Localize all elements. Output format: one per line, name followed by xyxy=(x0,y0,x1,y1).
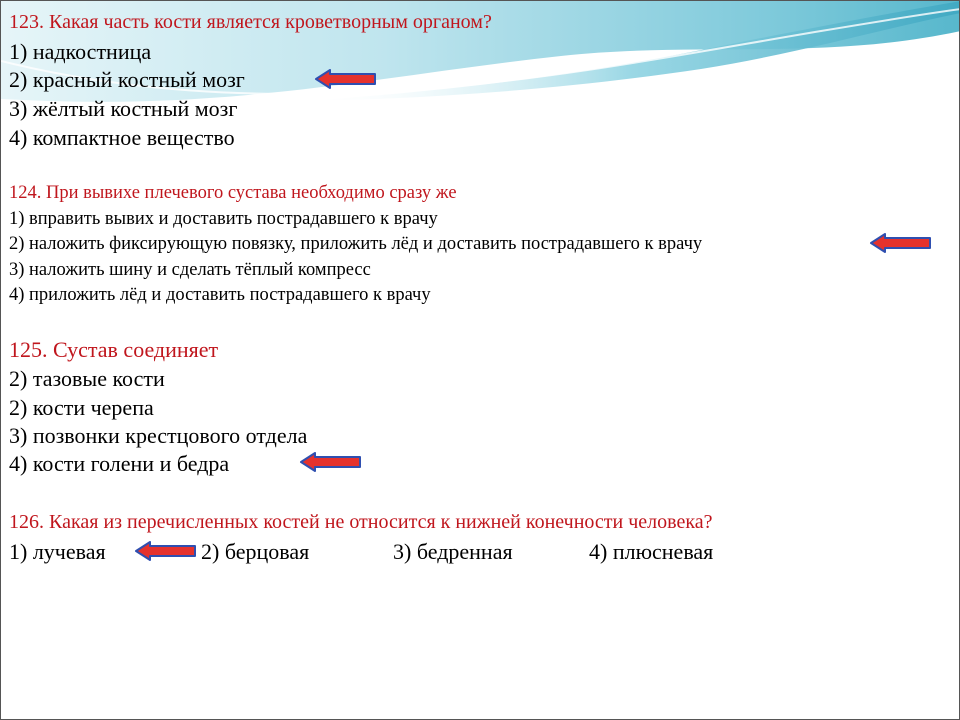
q124-option-1: 1) вправить вывих и доставить пострадавшего к врачу xyxy=(9,209,438,229)
q126-option-4: 4) плюсневая xyxy=(589,539,714,564)
q126-option-1: 1) лучевая xyxy=(9,539,106,564)
q124-option-4: 4) приложить лёд и доставить пострадавшего к врачу xyxy=(9,285,431,305)
question-125: 125. Сустав соединяет xyxy=(9,337,219,362)
q125-option-1: 2) тазовые кости xyxy=(9,366,165,391)
q125-option-4: 4) кости голени и бедра xyxy=(9,451,230,476)
q123-option-3: 3) жёлтый костный мозг xyxy=(9,96,238,121)
left-arrow-icon xyxy=(299,452,363,472)
question-126: 126. Какая из перечисленных костей не относится к нижней конечности человека? xyxy=(9,511,713,533)
question-123: 123. Какая часть кости является кроветворным органом? xyxy=(9,11,492,33)
question-content xyxy=(1,1,960,720)
q124-option-2: 2) наложить фиксирующую повязку, приложить лёд и доставить пострадавшего к врачу xyxy=(9,234,703,254)
left-arrow-icon xyxy=(314,69,378,89)
q126-option-2: 2) берцовая xyxy=(201,539,310,564)
q124-option-3: 3) наложить шину и сделать тёплый компресс xyxy=(9,260,371,280)
q126-option-3: 3) бедренная xyxy=(393,539,513,564)
q123-option-1: 1) надкостница xyxy=(9,39,152,64)
q123-option-4: 4) компактное вещество xyxy=(9,125,235,150)
left-arrow-icon xyxy=(869,233,933,253)
q123-option-2: 2) красный костный мозг xyxy=(9,67,245,92)
q125-option-3: 3) позвонки крестцового отдела xyxy=(9,423,308,448)
q125-option-2: 2) кости черепа xyxy=(9,395,154,420)
left-arrow-icon xyxy=(134,541,198,561)
question-124: 124. При вывихе плечевого сустава необходимо сразу же xyxy=(9,183,457,203)
